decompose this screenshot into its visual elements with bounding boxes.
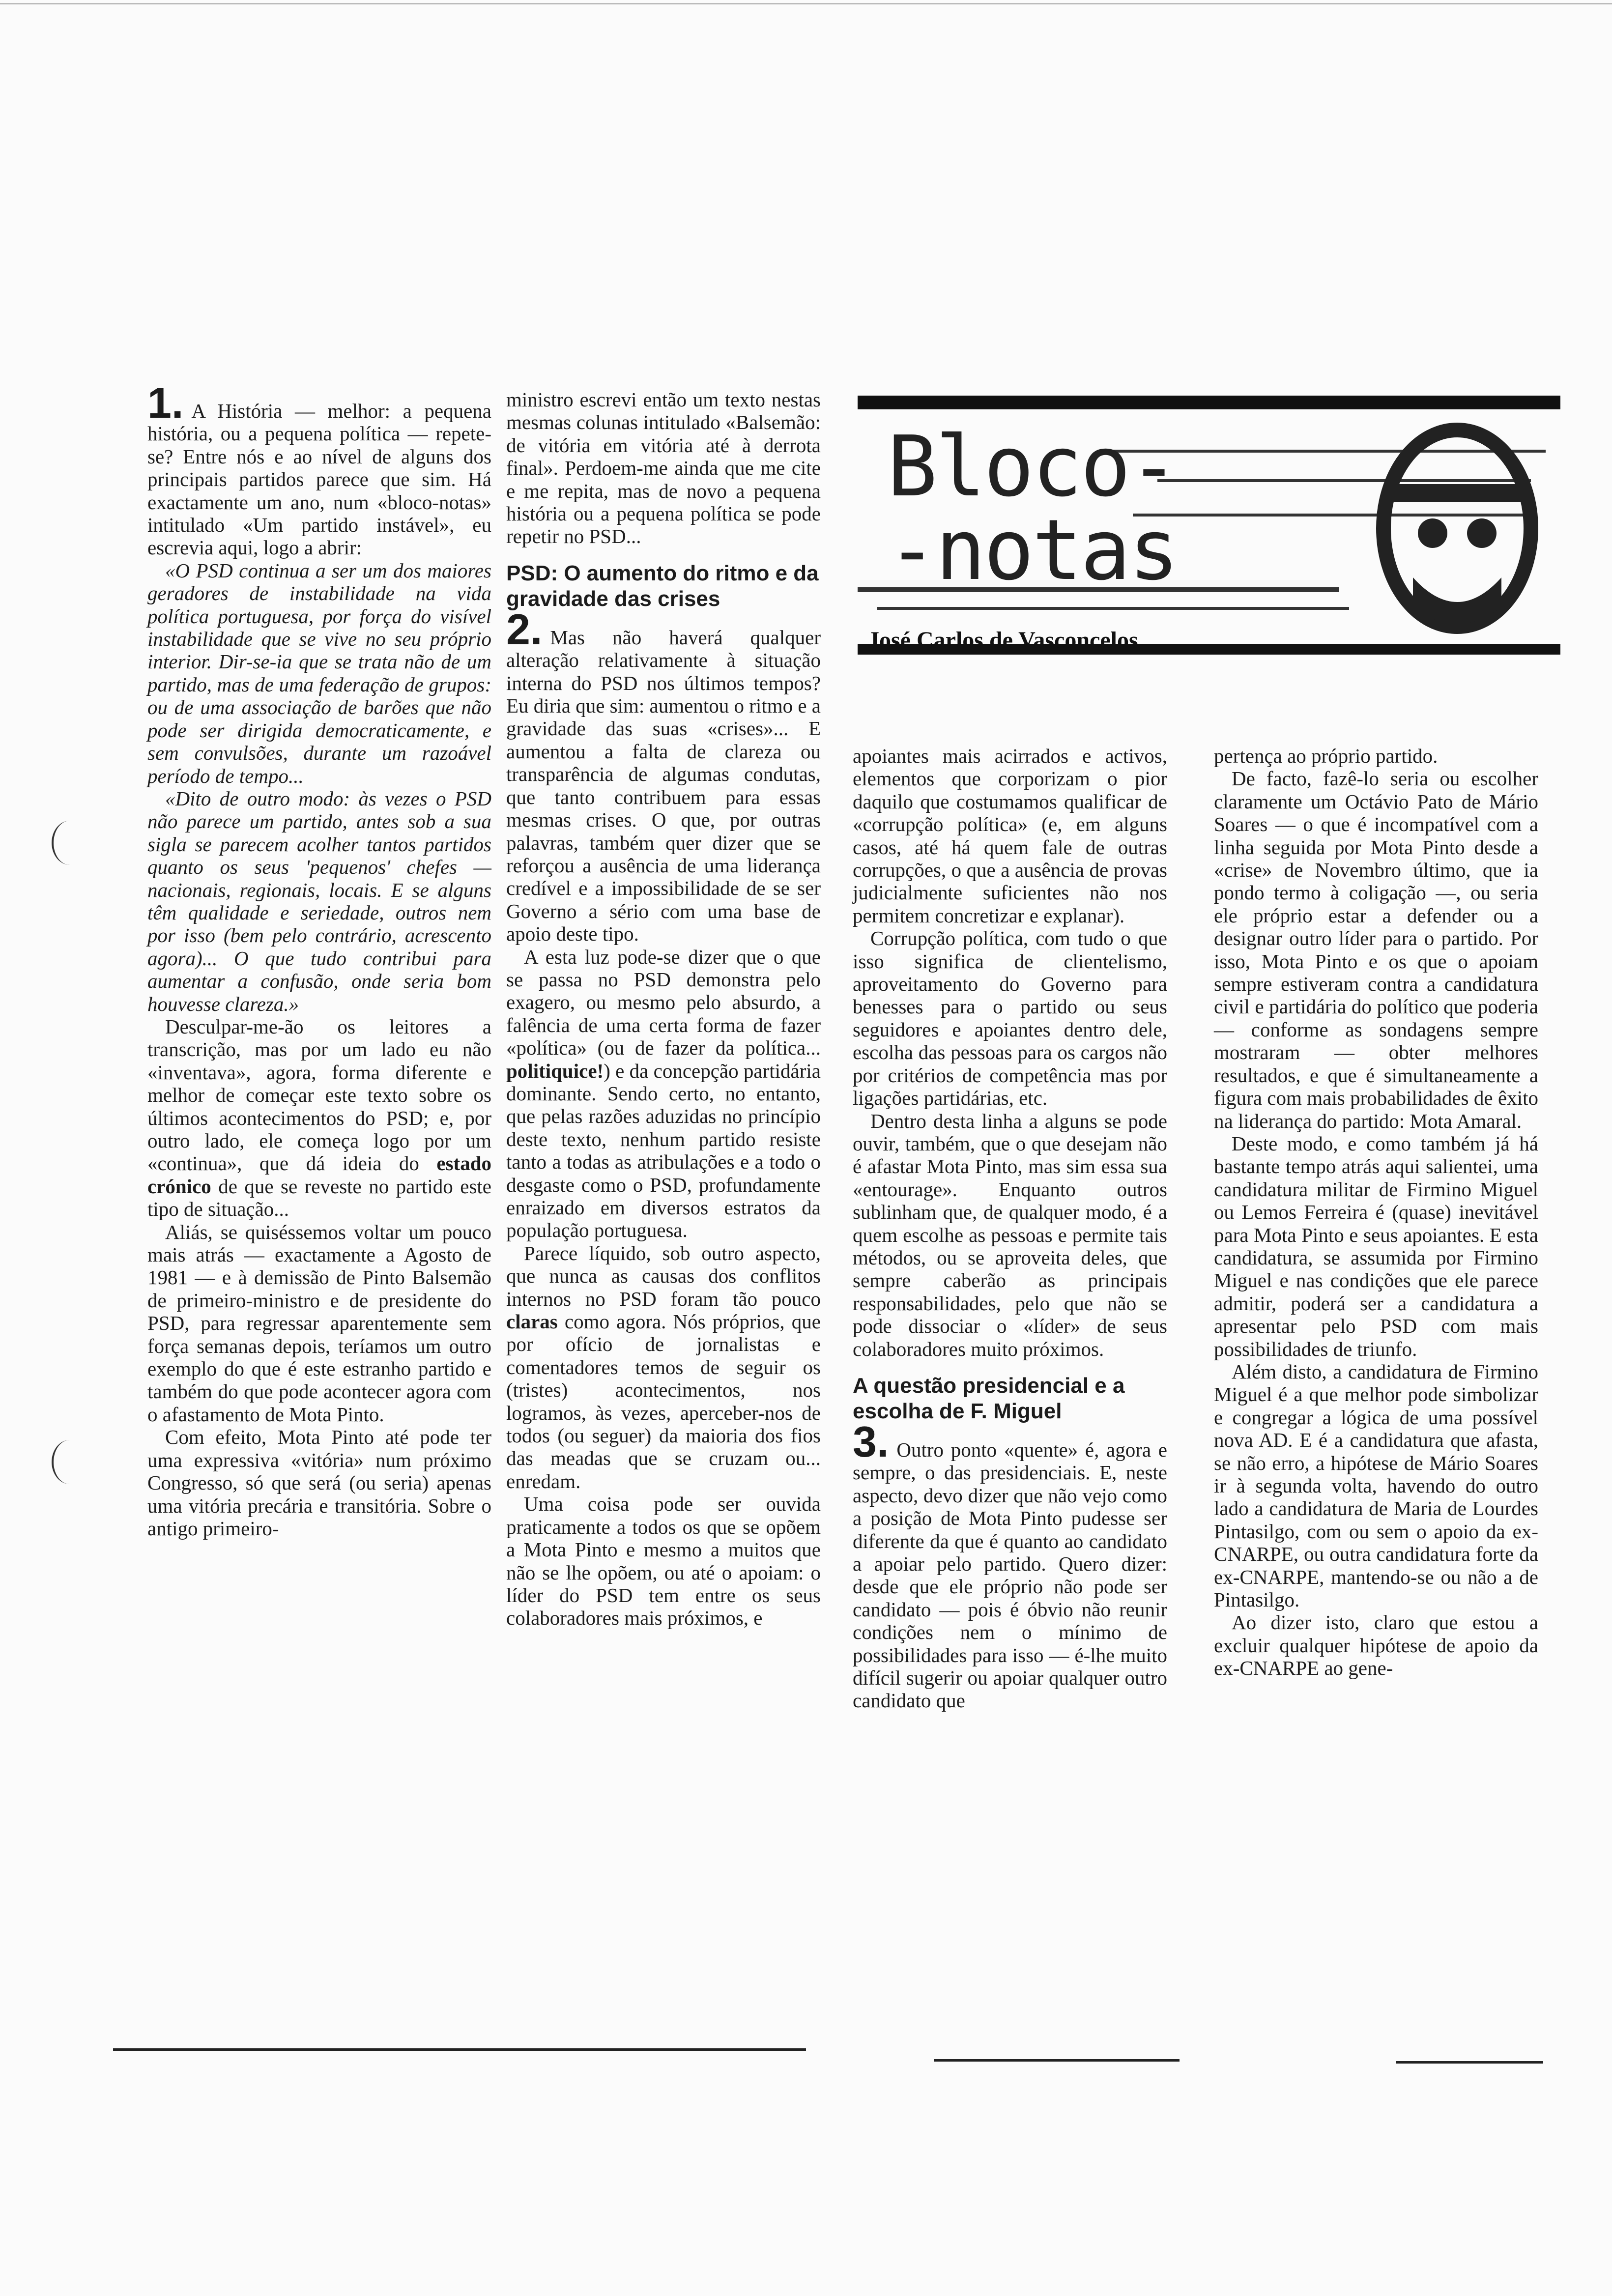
paragraph — [147, 559, 491, 787]
section-number: 1. — [147, 378, 184, 427]
paragraph: apoiantes mais acirrados e activos, elementos que corporizam o pior daquilo que costumamos qualificar de «corrupção política» (e, em alguns casos, até há quem fale de outras corrupções, o que a ausência de provas judicialmente suficientes não nos permitem concretizar e explanar). — [853, 745, 1167, 927]
subheading: A questão presidencial e a escolha de F. Miguel — [853, 1373, 1125, 1423]
column-2 — [506, 388, 821, 1630]
scan-top-edge — [0, 3, 1612, 4]
paragraph: Corrupção política, com tudo o que isso significa de clientelismo, aproveitamento do Governo para benesses para o partido ou seus seguidores e apoiantes dentro dele, escolha das pessoas para os cargos não por critérios de competência mas por ligações partidárias, etc. — [853, 927, 1167, 1110]
column-4 — [1214, 745, 1538, 1680]
subheading: PSD: O aumento do ritmo e da gravidade das crises — [506, 561, 819, 611]
masthead-texture — [877, 607, 1349, 610]
bottom-rule — [113, 2048, 806, 2051]
paragraph: Parece líquido, sob outro aspecto, que nunca as causas dos conflitos internos no PSD foram tão pouco claras como agora. Nós próprios, que por ofício de jornalistas e comentadores temos de seguir os (tristes) acontecimentos, nos logramos, às vezes, aperceber-nos de todos (ou seguer) da maioria dos fios das meadas que se cruzam ou... enredam. — [506, 1241, 821, 1492]
masthead-title — [887, 418, 1178, 599]
author-byline: José Carlos de Vasconcelos — [867, 627, 1138, 653]
paragraph: Com efeito, Mota Pinto até pode ter uma expressiva «vitória» num próximo Congresso, só que será (ou seria) apenas uma vitória precária e transitória. Sobre o antigo primeiro- — [147, 1426, 491, 1540]
masthead-band — [858, 396, 1560, 409]
section-number: 3. — [853, 1417, 889, 1466]
paragraph: 1. A História — melhor: a pequena história, ou a pequena política — repete-se? Entre nós e ao nível de alguns dos principais partidos parece que sim. Há exactamente um ano, num «bloco-notas» intitulado «Um partido instável», eu escrevia aqui, logo a abrir: — [147, 378, 491, 559]
emphasis: estado crónico — [147, 1152, 491, 1198]
binder-hole-mark — [52, 821, 88, 865]
paragraph: Além disto, a candidatura de Firmino Miguel é a que melhor pode simbolizar e congregar a lógica de uma possível nova AD. E é a candidatura que afasta, se não erro, a hipótese de Mário Soares ir à segunda volta, havendo do outro lado a candidatura de Maria de Lourdes Pintasilgo, com ou sem o apoio da ex-CNARPE, ou outra candidatura forte da ex-CNARPE, mantendo-se ou não a de Pintasilgo. — [1214, 1360, 1538, 1611]
quote: «Dito de outro modo: às vezes o PSD não parece um partido, antes sob a sua sigla se parecem acolher tantos partidos quanto os seus 'pequenos' chefes — nacionais, regionais, locais. E se alguns têm qualidade e seriedade, outros nem por isso (bem pelo contrário, acrescento agora)... O que tudo contribui para aumentar a confusão, onde seria bom houvesse clareza.» — [147, 787, 491, 1015]
column-1 — [147, 378, 491, 1540]
paragraph: Dentro desta linha a alguns se pode ouvir, também, que o que desejam não é afastar Mota Pinto, mas sim essa sua «entourage». Enquanto outros sublinham que, de qualquer modo, é a quem escolhe as pessoas e permite tais métodos, ou se aproveita deles, que sempre caberão as principais responsabilidades, pelo que não se pode dissociar o «líder» de seus colaboradores muito próximos. — [853, 1109, 1167, 1360]
paragraph: 3. Outro ponto «quente» é, agora e sempre, o das presidenciais. E, neste aspecto, devo dizer que não vejo como a posição de Mota Pinto pudesse ser diferente da que é quanto ao candidato a apoiar pelo partido. Quero dizer: desde que ele próprio não pode ser candidato — pois é óbvio não reunir condições nem o mínimo de possibilidades para isso — é-lhe muito difícil sugerir ou apoiar qualquer outro candidato que — [853, 1417, 1167, 1712]
paragraph: ministro escrevi então um texto nestas mesmas colunas intitulado «Balsemão: de vitória em vitória até à derrota final». Perdoem-me ainda que me cite e me repita, mas de novo a pequena história ou a pequena política se pode repetir no PSD... — [506, 388, 821, 548]
paragraph: Uma coisa pode ser ouvida praticamente a todos os que se opõem a Mota Pinto e mesmo a muitos que não se lhe opõem, ou até o apoiam: o líder do PSD tem entre os seus colaboradores mais próximos, e — [506, 1492, 821, 1630]
emphasis: politiquice! — [506, 1059, 604, 1082]
author-portrait-icon — [1354, 420, 1551, 636]
emphasis: claras — [506, 1310, 558, 1333]
bottom-rule — [934, 2059, 1180, 2062]
title-line: Bloco- — [887, 418, 1178, 516]
paragraph: Deste modo, e como também já há bastante tempo atrás aqui salientei, uma candidatura militar de Firmino Miguel ou Lemos Ferreira é (quase) inevitável para Mota Pinto e seus apoiantes. E esta candidatura, se assumida por Firmino Miguel e nas condições que ele parece admitir, poderá ser a candidatura a apresentar pelo PSD com mais possibilidades de triunfo. — [1214, 1132, 1538, 1360]
paragraph: Aliás, se quiséssemos voltar um pouco mais atrás — exactamente a Agosto de 1981 — e à demissão de Pinto Balsemão de primeiro-ministro e de presidente do PSD, para regressar aparentemente sem força semanas depois, teríamos um outro exemplo do que é este estranho partido e também do que pode acontecer agora com o afastamento de Mota Pinto. — [147, 1220, 491, 1426]
binder-hole-mark — [52, 1440, 88, 1484]
paragraph: pertença ao próprio partido. — [1214, 745, 1438, 767]
quote: «O PSD continua a ser um dos maiores geradores de instabilidade na vida política portuguesa, por força do visível instabilidade que se vive no seu próprio interior. Dir-se-ia que se trata não de um partido, mas de uma federação de grupos: ou de uma associação de barões que não pode ser dirigida democraticamente, e sem convulsões, durante um razoável período de tempo... — [147, 559, 491, 787]
paragraph: 2. Mas não haverá qualquer alteração relativamente à situação interna do PSD nos últimos tempos? Eu diria que sim: aumentou o ritmo e a gravidade das suas «crises»... E aumentou a falta de clareza ou transparência de algumas condutas, que tanto contribuem para essas mesmas crises. O que, por outras palavras, também quer dizer que se reforçou a ausência de uma liderança credível e a impossibilidade de se ser Governo a sério com uma base de apoio deste tipo. — [506, 604, 821, 946]
section-number: 2. — [506, 604, 543, 654]
paragraph: Ao dizer isto, claro que estou a excluir qualquer hipótese de apoio da ex-CNARPE ao gene- — [1214, 1611, 1538, 1680]
paragraph — [147, 787, 491, 1015]
paragraph: De facto, fazê-lo seria ou escolher claramente um Octávio Pato de Mário Soares — o que é incompatível com a linha seguida por Mota Pinto desde a «crise» de Novembro último, que ia pondo termo à coligação —, ou seria ele próprio estar a defender ou a designar outro líder para o partido. Por isso, Mota Pinto e os que o apoiam sempre estiveram contra a candidatura civil e partidária do político que poderia — conforme as sondagens sempre mostraram — obter melhores resultados, e que é simultaneamente a figura com mais probabilidades de êxito na liderança do partido: Mota Amaral. — [1214, 767, 1538, 1132]
bottom-rule — [1396, 2061, 1543, 2064]
column-masthead — [858, 396, 1560, 671]
paragraph: A esta luz pode-se dizer que o que se passa no PSD demonstra pelo exagero, ou mesmo pelo absurdo, a falência de uma certa forma de fazer «política» (ou de fazer da política... politiquice!) e da concepção partidária dominante. Sendo certo, no entanto, que pelas razões aduzidas no princípio deste texto, nenhum partido resiste tanto a todas as atribulações e a todo o desgaste como o PSD, profundamente enraizado em diversos estratos da população portuguesa. — [506, 945, 821, 1242]
title-line: -notas — [887, 502, 1178, 599]
paragraph: Desculpar-me-ão os leitores a transcrição, mas por um lado eu não «inventava», agora, forma diferente e melhor de começar este texto sobre os últimos acontecimentos do PSD; e, por outro lado, ele começa logo por um «continua», que dá ideia do estado crónico de que se reveste no partido este tipo de situação... — [147, 1015, 491, 1221]
column-3 — [853, 745, 1167, 1712]
